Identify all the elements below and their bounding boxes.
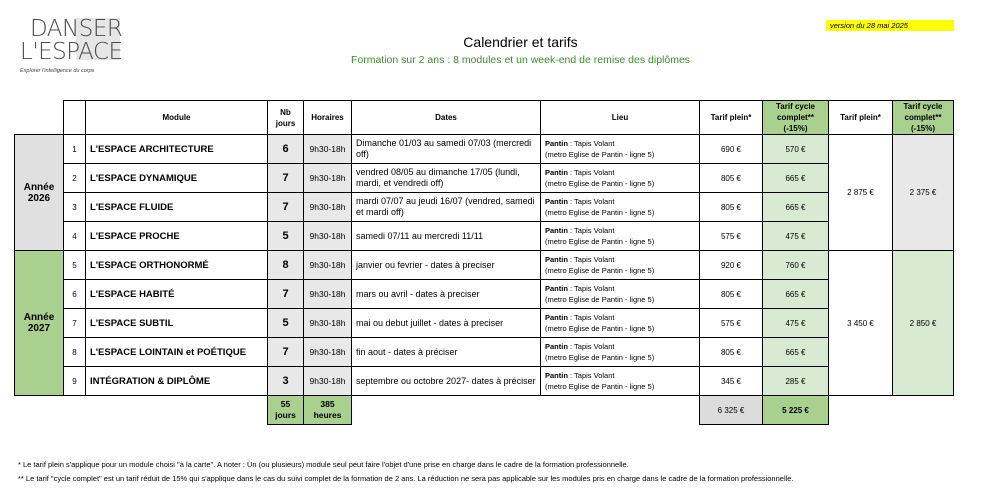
row-horaires: 9h30-18h	[304, 338, 352, 367]
row-lieu	[541, 309, 700, 338]
row-jours: 5	[268, 309, 304, 338]
year-2027-label: Année 2027	[15, 251, 64, 396]
row-tarif-cycle: 570 €	[763, 135, 829, 164]
total-heures: 385 heures	[304, 396, 352, 425]
footnote-tarif-cycle: ** Le tarif "cycle complet" est un tarif réduit de 15% qui s'applique dans le cas du suivi complet de la formation de 2 ans. La réduction ne sera pas applicable sur les modules pris en charge dans le cadre de la formation professionnelle.	[18, 474, 794, 483]
lieu-venue: : Tapis Volant	[567, 313, 615, 322]
page-title: Calendrier et tarifs	[463, 34, 578, 50]
year-2027-tarif-plein: 3 450 €	[829, 251, 893, 396]
row-horaires: 9h30-18h	[304, 135, 352, 164]
total-tarif-cycle: 5 225 €	[763, 396, 829, 425]
header-num	[64, 101, 86, 135]
row-horaires: 9h30-18h	[304, 280, 352, 309]
lieu-venue: : Tapis Volant	[567, 168, 615, 177]
row-tarif-plein: 920 €	[700, 251, 763, 280]
row-lieu	[541, 280, 700, 309]
row-module: L'ESPACE LOINTAIN et POÉTIQUE	[86, 338, 268, 367]
row-lieu	[541, 367, 700, 396]
header-tarif-cycle-year: Tarif cycle complet** (-15%)	[893, 101, 954, 135]
table-row	[15, 135, 954, 164]
row-lieu	[541, 338, 700, 367]
row-tarif-cycle: 285 €	[763, 367, 829, 396]
lieu-venue: : Tapis Volant	[567, 255, 615, 264]
row-horaires: 9h30-18h	[304, 222, 352, 251]
lieu-metro: (metro Eglise de Pantin - ligne 5)	[545, 382, 655, 391]
row-tarif-plein: 345 €	[700, 367, 763, 396]
row-jours: 7	[268, 338, 304, 367]
year-2026-label: Année 2026	[15, 135, 64, 251]
header-tarif-cycle: Tarif cycle complet** (-15%)	[763, 101, 829, 135]
row-tarif-plein: 805 €	[700, 164, 763, 193]
row-num: 1	[64, 135, 86, 164]
row-horaires: 9h30-18h	[304, 251, 352, 280]
totals-empty	[893, 396, 954, 425]
row-tarif-cycle: 665 €	[763, 193, 829, 222]
row-horaires: 9h30-18h	[304, 164, 352, 193]
logo-line1: DANSER	[30, 16, 123, 42]
lieu-metro: (metro Eglise de Pantin - ligne 5)	[545, 324, 655, 333]
lieu-city: Pantin	[545, 371, 568, 380]
totals-empty	[541, 396, 700, 425]
row-lieu	[541, 193, 700, 222]
logo-line2: L'ESPACE	[20, 39, 123, 65]
row-module: L'ESPACE FLUIDE	[86, 193, 268, 222]
lieu-city: Pantin	[545, 284, 568, 293]
table-row	[15, 280, 954, 309]
total-tarif-plein: 6 325 €	[700, 396, 763, 425]
row-num: 2	[64, 164, 86, 193]
totals-empty	[86, 396, 268, 425]
row-tarif-cycle: 665 €	[763, 164, 829, 193]
lieu-venue: : Tapis Volant	[567, 371, 615, 380]
table-row	[15, 222, 954, 251]
lieu-venue: : Tapis Volant	[567, 284, 615, 293]
row-dates: fin aout - dates à préciser	[352, 338, 541, 367]
row-jours: 3	[268, 367, 304, 396]
row-module: L'ESPACE SUBTIL	[86, 309, 268, 338]
table-row	[15, 193, 954, 222]
row-module: L'ESPACE DYNAMIQUE	[86, 164, 268, 193]
row-module: INTÉGRATION & DIPLÔME	[86, 367, 268, 396]
row-tarif-plein: 575 €	[700, 309, 763, 338]
row-horaires: 9h30-18h	[304, 193, 352, 222]
row-num: 9	[64, 367, 86, 396]
row-dates: samedi 07/11 au mercredi 11/11	[352, 222, 541, 251]
year-2026-tarif-cycle: 2 375 €	[893, 135, 954, 251]
row-tarif-plein: 575 €	[700, 222, 763, 251]
lieu-metro: (metro Eglise de Pantin - ligne 5)	[545, 150, 655, 159]
row-tarif-cycle: 760 €	[763, 251, 829, 280]
table-row	[15, 251, 954, 280]
lieu-city: Pantin	[545, 168, 568, 177]
row-lieu	[541, 164, 700, 193]
row-dates: mars ou avril - dates à preciser	[352, 280, 541, 309]
row-horaires: 9h30-18h	[304, 367, 352, 396]
header-tarif-plein-year: Tarif plein*	[829, 101, 893, 135]
header-row	[15, 101, 954, 135]
lieu-metro: (metro Eglise de Pantin - ligne 5)	[545, 179, 655, 188]
row-dates: janvier ou fevrier - dates à preciser	[352, 251, 541, 280]
footnotes	[18, 458, 794, 486]
row-jours: 8	[268, 251, 304, 280]
row-tarif-cycle: 475 €	[763, 222, 829, 251]
header-tarif-plein: Tarif plein*	[700, 101, 763, 135]
table-row	[15, 164, 954, 193]
row-tarif-plein: 805 €	[700, 280, 763, 309]
footnote-tarif-plein: * Le tarif plein s'applique pour un module choisi "à la carte". A noter : Un (ou plusieurs) module seul peut faire l'objet d'une prise en charge dans le cadre de la formation professionnelle.	[18, 460, 629, 469]
row-jours: 7	[268, 280, 304, 309]
totals-empty	[15, 396, 64, 425]
logo-tagline: Explorer l'intelligence du corps	[20, 68, 95, 74]
totals-empty	[352, 396, 541, 425]
row-lieu	[541, 251, 700, 280]
table-row	[15, 338, 954, 367]
table-row	[15, 309, 954, 338]
row-num: 5	[64, 251, 86, 280]
lieu-metro: (metro Eglise de Pantin - ligne 5)	[545, 295, 655, 304]
row-num: 3	[64, 193, 86, 222]
row-jours: 7	[268, 193, 304, 222]
total-jours: 55 jours	[268, 396, 304, 425]
row-num: 7	[64, 309, 86, 338]
lieu-metro: (metro Eglise de Pantin - ligne 5)	[545, 237, 655, 246]
row-dates: mardi 07/07 au jeudi 16/07 (vendred, samedi et mardi off)	[352, 193, 541, 222]
lieu-city: Pantin	[545, 255, 568, 264]
lieu-venue: : Tapis Volant	[567, 139, 615, 148]
lieu-venue: : Tapis Volant	[567, 342, 615, 351]
table-row	[15, 367, 954, 396]
header-lieu: Lieu	[541, 101, 700, 135]
row-jours: 6	[268, 135, 304, 164]
row-dates: septembre ou octobre 2027- dates à préciser	[352, 367, 541, 396]
row-num: 8	[64, 338, 86, 367]
totals-row	[15, 396, 954, 425]
row-module: L'ESPACE PROCHE	[86, 222, 268, 251]
row-dates: mai ou debut juillet - dates à preciser	[352, 309, 541, 338]
lieu-metro: (metro Eglise de Pantin - ligne 5)	[545, 208, 655, 217]
row-lieu	[541, 135, 700, 164]
row-jours: 5	[268, 222, 304, 251]
header-dates: Dates	[352, 101, 541, 135]
header-module: Module	[86, 101, 268, 135]
lieu-city: Pantin	[545, 226, 568, 235]
header-nb-jours: Nb jours	[268, 101, 304, 135]
row-tarif-cycle: 665 €	[763, 280, 829, 309]
header-empty	[15, 101, 64, 135]
row-module: L'ESPACE ARCHITECTURE	[86, 135, 268, 164]
row-module: L'ESPACE HABITÉ	[86, 280, 268, 309]
row-jours: 7	[268, 164, 304, 193]
calendar-table	[14, 100, 954, 425]
totals-empty	[64, 396, 86, 425]
row-num: 4	[64, 222, 86, 251]
row-horaires: 9h30-18h	[304, 309, 352, 338]
row-num: 6	[64, 280, 86, 309]
row-tarif-cycle: 475 €	[763, 309, 829, 338]
lieu-city: Pantin	[545, 342, 568, 351]
lieu-city: Pantin	[545, 313, 568, 322]
header-horaires: Horaires	[304, 101, 352, 135]
lieu-city: Pantin	[545, 197, 568, 206]
row-lieu	[541, 222, 700, 251]
totals-empty	[829, 396, 893, 425]
row-tarif-plein: 805 €	[700, 193, 763, 222]
lieu-metro: (metro Eglise de Pantin - ligne 5)	[545, 353, 655, 362]
page-subtitle: Formation sur 2 ans : 8 modules et un week-end de remise des diplômes	[350, 54, 691, 66]
row-module: L'ESPACE ORTHONORMÉ	[86, 251, 268, 280]
row-dates: Dimanche 01/03 au samedi 07/03 (mercredi off)	[352, 135, 541, 164]
lieu-venue: : Tapis Volant	[567, 226, 615, 235]
year-2027-tarif-cycle: 2 850 €	[893, 251, 954, 396]
row-tarif-cycle: 665 €	[763, 338, 829, 367]
row-dates: vendred 08/05 au dimanche 17/05 (lundi, mardi, et vendredi off)	[352, 164, 541, 193]
lieu-city: Pantin	[545, 139, 568, 148]
year-2026-tarif-plein: 2 875 €	[829, 135, 893, 251]
row-tarif-plein: 690 €	[700, 135, 763, 164]
version-label: version du 28 mai 2025	[826, 20, 954, 31]
lieu-venue: : Tapis Volant	[567, 197, 615, 206]
row-tarif-plein: 805 €	[700, 338, 763, 367]
lieu-metro: (metro Eglise de Pantin - ligne 5)	[545, 266, 655, 275]
